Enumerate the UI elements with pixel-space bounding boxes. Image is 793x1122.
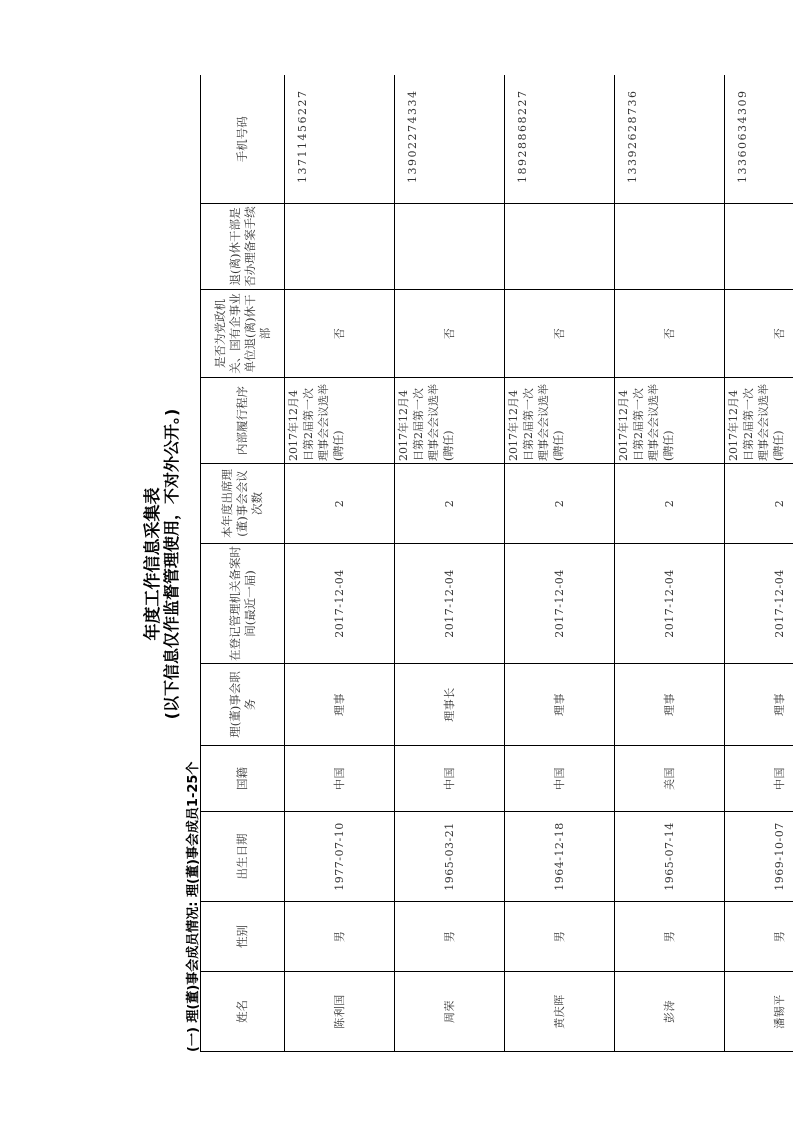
table-header-row (201, 76, 285, 1052)
table-row (615, 76, 725, 1052)
cell-attendance: 2 (395, 464, 505, 544)
cell-retired-filing (725, 204, 793, 290)
cell-phone: 13711456227 (285, 76, 395, 204)
cell-attendance: 2 (615, 464, 725, 544)
cell-name: 陈利国 (285, 972, 395, 1052)
cell-retired-filing (505, 204, 615, 290)
cell-gender: 男 (615, 902, 725, 972)
cell-nationality: 中国 (725, 746, 793, 812)
header-name: 姓名 (201, 972, 285, 1052)
cell-gender: 男 (505, 902, 615, 972)
table-row (395, 76, 505, 1052)
cell-filing-date: 2017-12-04 (725, 544, 793, 664)
cell-name: 黄庆晖 (505, 972, 615, 1052)
cell-nationality: 中国 (395, 746, 505, 812)
table-row (505, 76, 615, 1052)
cell-retired-cadre: 否 (285, 290, 395, 378)
cell-birth-date: 1977-07-10 (285, 812, 395, 902)
cell-name: 彭涛 (615, 972, 725, 1052)
cell-attendance: 2 (505, 464, 615, 544)
header-position: 理(董)事会职务 (201, 664, 285, 746)
cell-position: 理事 (505, 664, 615, 746)
cell-retired-cadre: 否 (725, 290, 793, 378)
cell-retired-cadre: 否 (505, 290, 615, 378)
cell-filing-date: 2017-12-04 (615, 544, 725, 664)
cell-procedure: 2017年12月4日第2届第一次理事会会议选举(聘任) (285, 378, 395, 464)
cell-procedure: 2017年12月4日第2届第一次理事会会议选举(聘任) (725, 378, 793, 464)
cell-position: 理事 (285, 664, 395, 746)
cell-position: 理事长 (395, 664, 505, 746)
cell-attendance: 2 (285, 464, 395, 544)
cell-retired-filing (395, 204, 505, 290)
cell-gender: 男 (395, 902, 505, 972)
cell-retired-filing (615, 204, 725, 290)
cell-phone: 13392628736 (615, 76, 725, 204)
cell-birth-date: 1965-07-14 (615, 812, 725, 902)
cell-gender: 男 (725, 902, 793, 972)
table-row (725, 76, 793, 1052)
cell-phone: 18928868227 (505, 76, 615, 204)
table-row (285, 76, 395, 1052)
document-subtitle: (以下信息仅作监督管理使用，不对外公开。) (162, 408, 181, 720)
header-retired-cadre: 是否为党政机关、国有企事业单位退(离)休干部 (201, 290, 285, 378)
cell-name: 周荣 (395, 972, 505, 1052)
cell-nationality: 中国 (285, 746, 395, 812)
rotated-sheet (137, 76, 786, 1052)
header-phone: 手机号码 (201, 76, 285, 204)
header-gender: 性别 (201, 902, 285, 972)
cell-retired-filing (285, 204, 395, 290)
cell-procedure: 2017年12月4日第2届第一次理事会会议选举(聘任) (395, 378, 505, 464)
board-members-table (200, 76, 793, 1053)
header-filing-date: 在登记管理机关备案时间(最近一届) (201, 544, 285, 664)
cell-position: 理事 (725, 664, 793, 746)
cell-procedure: 2017年12月4日第2届第一次理事会会议选举(聘任) (505, 378, 615, 464)
header-nationality: 国籍 (201, 746, 285, 812)
cell-birth-date: 1965-03-21 (395, 812, 505, 902)
cell-phone: 13902274334 (395, 76, 505, 204)
cell-nationality: 美国 (615, 746, 725, 812)
header-retired-filing: 退(离)休干部是否办理备案手续 (201, 204, 285, 290)
cell-filing-date: 2017-12-04 (285, 544, 395, 664)
cell-name: 潘锡平 (725, 972, 793, 1052)
cell-position: 理事 (615, 664, 725, 746)
cell-retired-cadre: 否 (615, 290, 725, 378)
cell-phone: 13360634309 (725, 76, 793, 204)
header-birth-date: 出生日期 (201, 812, 285, 902)
cell-filing-date: 2017-12-04 (395, 544, 505, 664)
cell-birth-date: 1964-12-18 (505, 812, 615, 902)
cell-nationality: 中国 (505, 746, 615, 812)
cell-attendance: 2 (725, 464, 793, 544)
document-title: 年度工作信息采集表 (143, 487, 163, 641)
cell-birth-date: 1969-10-07 (725, 812, 793, 902)
cell-gender: 男 (285, 902, 395, 972)
cell-retired-cadre: 否 (395, 290, 505, 378)
cell-procedure: 2017年12月4日第2届第一次理事会会议选举(聘任) (615, 378, 725, 464)
cell-filing-date: 2017-12-04 (505, 544, 615, 664)
section-label: (一) 理(董)事会成员情况: 理(董)事会成员1-25个 (186, 761, 201, 1052)
header-attendance: 本年度出席理(董)事会会议次数 (201, 464, 285, 544)
header-procedure: 内部履行程序 (201, 378, 285, 464)
